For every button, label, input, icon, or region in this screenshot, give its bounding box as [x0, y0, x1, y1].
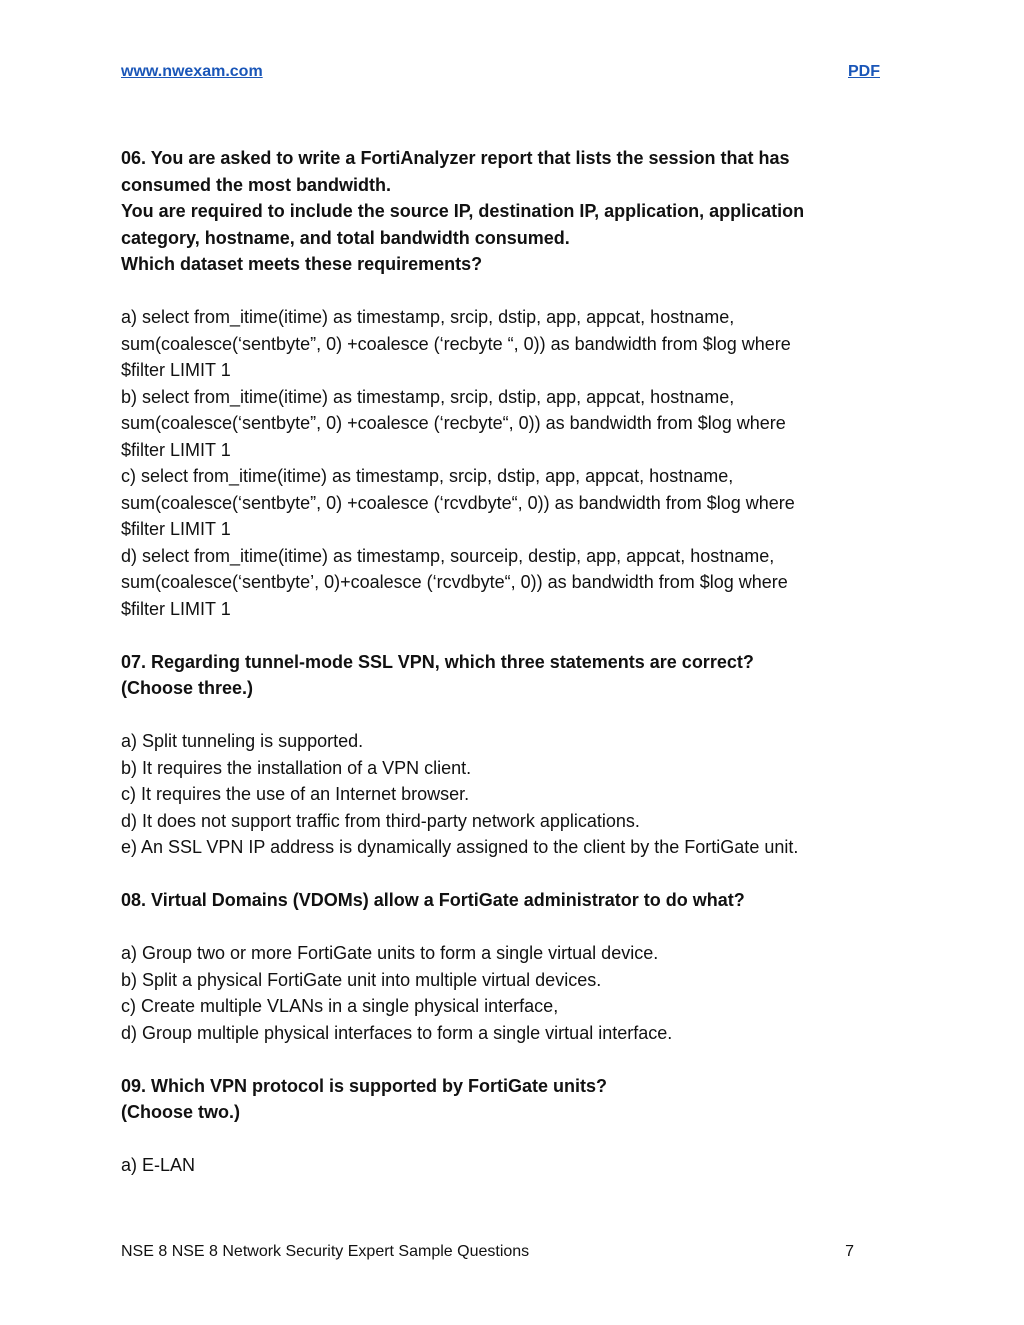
- question-text: 08. Virtual Domains (VDOMs) allow a FortiGate administrator to do what?: [121, 890, 745, 910]
- question-06: [121, 145, 901, 622]
- answer-option[interactable]: c) select from_itime(itime) as timestamp, srcip, dstip, app, appcat, hostname, sum(coalesce(‘sentbyte”, 0) +coalesce (‘rcvdbyte“, 0)) as bandwidth from $log where $filter LIMIT 1: [121, 466, 795, 539]
- answer-option[interactable]: a) Split tunneling is supported.: [121, 731, 364, 751]
- question-08: [121, 887, 901, 1046]
- question-text: 07. Regarding tunnel-mode SSL VPN, which three statements are correct? (Choose three.): [121, 651, 754, 698]
- answer-options: [121, 940, 901, 1046]
- answer-option[interactable]: b) Split a physical FortiGate unit into multiple virtual devices.: [121, 969, 602, 990]
- question-text: 06. You are asked to write a FortiAnalyzer report that lists the session that has consumed the most bandwidth. You are required to include the source IP, destination IP, application, application category, hostname, and total bandwidth consumed. Which dataset meets these requirements?: [121, 148, 805, 274]
- page-number: 7: [845, 1243, 854, 1260]
- question-text: 09. Which VPN protocol is supported by FortiGate units? (Choose two.): [121, 1075, 608, 1122]
- answer-option[interactable]: c) It requires the use of an Internet browser.: [121, 784, 470, 804]
- pdf-link[interactable]: PDF: [848, 63, 880, 80]
- answer-option[interactable]: d) select from_itime(itime) as timestamp, sourceip, destip, app, appcat, hostname, sum(coalesce(‘sentbyte’, 0)+coalesce (‘rcvdbyte“, 0)) as bandwidth from $log where $filter LIMIT 1: [121, 545, 788, 619]
- answer-option[interactable]: a) select from_itime(itime) as timestamp, srcip, dstip, app, appcat, hostname, sum(coalesce(‘sentbyte”, 0) +coalesce (‘recbyte “, 0)) as bandwidth from $log where $filter LIMIT 1: [121, 307, 791, 380]
- answer-option[interactable]: b) select from_itime(itime) as timestamp, srcip, dstip, app, appcat, hostname, sum(coalesce(‘sentbyte”, 0) +coalesce (‘recbyte“, 0)) as bandwidth from $log where $filter LIMIT 1: [121, 386, 786, 460]
- answer-option[interactable]: e) An SSL VPN IP address is dynamically assigned to the client by the FortiGate unit.: [121, 837, 799, 857]
- footer-title: NSE 8 NSE 8 Network Security Expert Sample Questions: [121, 1243, 530, 1260]
- answer-option[interactable]: a) E-LAN: [121, 1155, 196, 1175]
- answer-options: [121, 304, 901, 622]
- question-09: [121, 1073, 901, 1179]
- page-footer: [121, 1240, 854, 1264]
- site-link[interactable]: www.nwexam.com: [121, 63, 263, 80]
- answer-option[interactable]: d) Group multiple physical interfaces to form a single virtual interface.: [121, 1022, 673, 1043]
- answer-option[interactable]: b) It requires the installation of a VPN client.: [121, 757, 472, 778]
- question-07: [121, 649, 901, 861]
- questions-content: [121, 145, 901, 1179]
- answer-option[interactable]: a) Group two or more FortiGate units to form a single virtual device.: [121, 943, 659, 963]
- answer-options: [121, 728, 901, 861]
- answer-option[interactable]: d) It does not support traffic from third-party network applications.: [121, 810, 640, 831]
- answer-option[interactable]: c) Create multiple VLANs in a single physical interface,: [121, 996, 559, 1016]
- page-header: [121, 61, 880, 83]
- answer-options: [121, 1152, 901, 1179]
